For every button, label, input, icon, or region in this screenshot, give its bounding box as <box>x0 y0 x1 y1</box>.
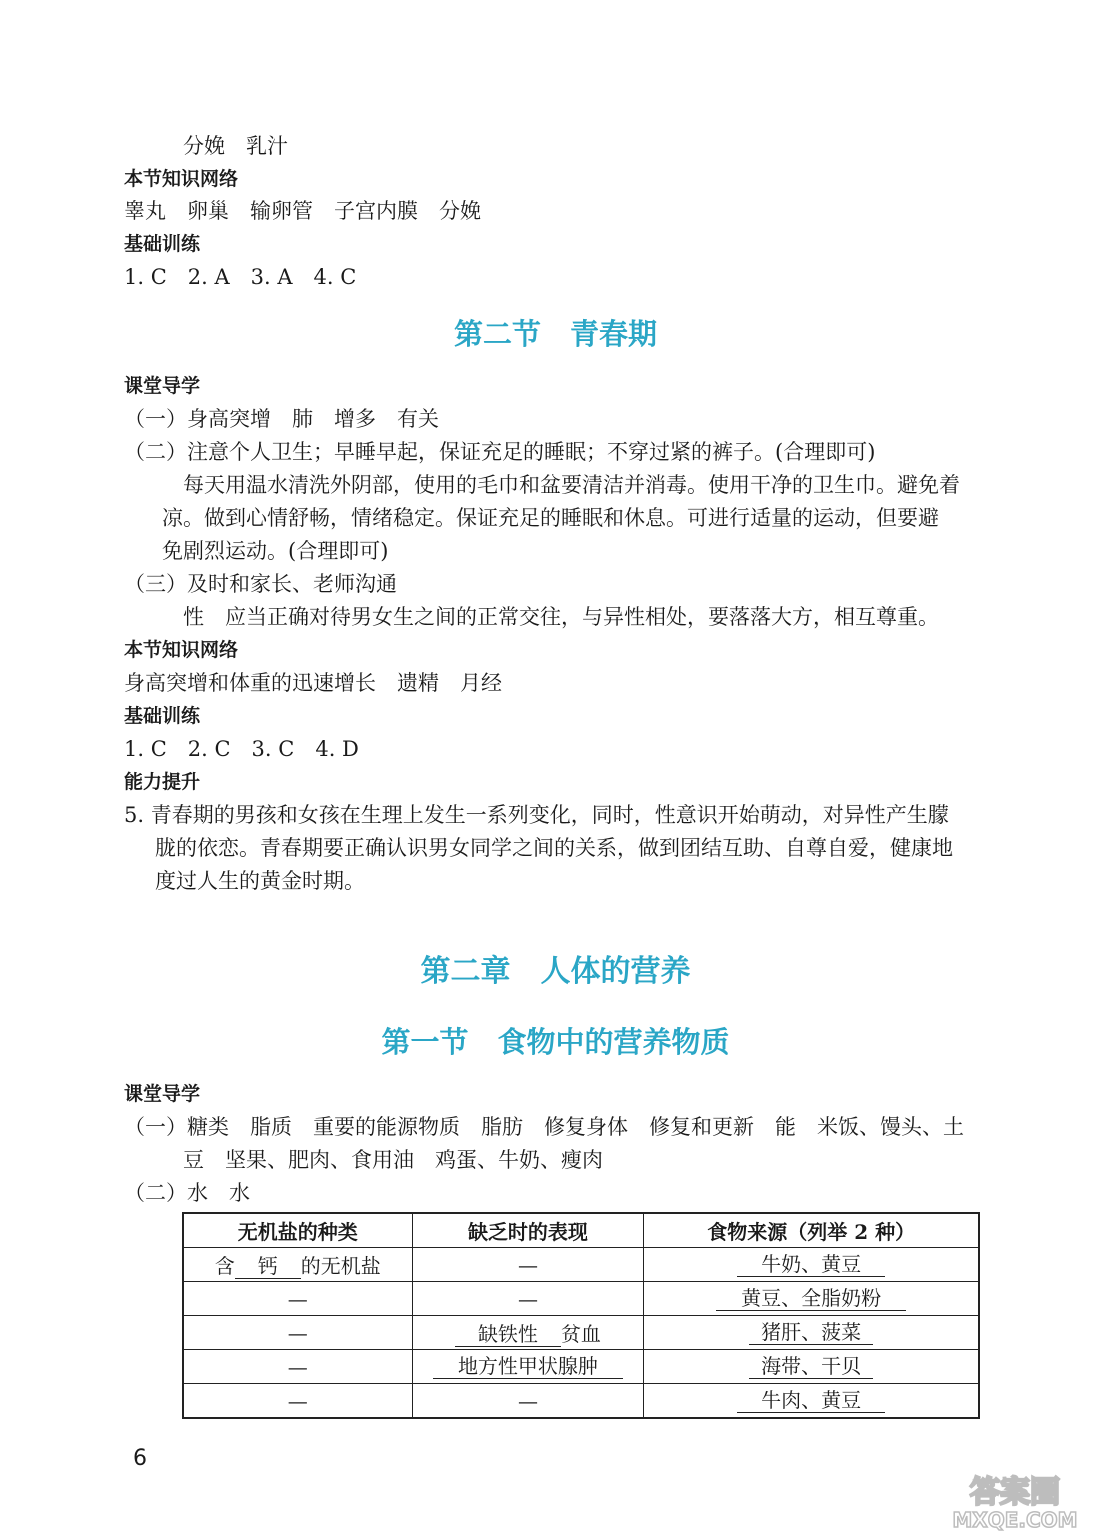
answer-line: 豆 坚果、肥肉、食用油 鸡蛋、牛奶、瘦肉 <box>183 1148 603 1172</box>
mineral-type-cell <box>183 1248 412 1282</box>
mineral-suffix: 的无机盐 <box>300 1254 381 1278</box>
answer-line: 性 应当正确对待男女生之间的正常交往，与异性相处，要落落大方，相互尊重。 <box>183 605 939 629</box>
deficiency-suffix: 贫血 <box>560 1322 601 1346</box>
column-header: 缺乏时的表现 <box>412 1213 644 1248</box>
answer-line: （二）水 水 <box>124 1181 250 1205</box>
mineral-prefix: 含 <box>214 1254 235 1278</box>
food-source-cell <box>644 1282 979 1316</box>
answer-line: 每天用温水清洗外阴部，使用的毛巾和盆要清洁并消毒。使用干净的卫生巾。避免着 <box>183 473 960 497</box>
subheading: 本节知识网络 <box>124 168 239 190</box>
watermark-text-bottom: MXQE.COM <box>952 1508 1078 1532</box>
food-source-cell <box>644 1248 979 1282</box>
watermark-logo <box>925 1470 1105 1532</box>
food-source-cell <box>644 1350 979 1384</box>
subheading: 基础训练 <box>124 233 201 255</box>
fill-blank: 黄豆、全脂奶粉 <box>716 1286 906 1311</box>
answer-line: 身高突增和体重的迅速增长 遗精 月经 <box>124 671 502 695</box>
answer-line: 分娩 乳汁 <box>183 134 288 158</box>
deficiency-cell <box>412 1350 644 1384</box>
table-row <box>183 1282 979 1316</box>
subheading: 基础训练 <box>124 705 201 727</box>
answer-line: 睾丸 卵巢 输卵管 子宫内膜 分娩 <box>124 199 481 223</box>
subheading: 本节知识网络 <box>124 639 239 661</box>
column-header: 食物来源（列举 2 种） <box>644 1213 979 1248</box>
answer-line: 5. 青春期的男孩和女孩在生理上发生一系列变化，同时，性意识开始萌动，对异性产生朦 <box>124 803 949 827</box>
fill-blank: 猪肝、菠菜 <box>749 1320 873 1345</box>
food-source-cell <box>644 1316 979 1350</box>
fill-blank: 钙 <box>235 1254 301 1279</box>
mineral-type-cell: — <box>183 1282 412 1316</box>
subheading: 课堂导学 <box>124 1083 201 1105</box>
deficiency-cell: — <box>412 1282 644 1316</box>
deficiency-cell: — <box>412 1248 644 1282</box>
answer-line: 1. C 2. C 3. C 4. D <box>124 737 359 761</box>
answer-line: 凉。做到心情舒畅，情绪稳定。保证充足的睡眠和休息。可进行适量的运动，但要避 <box>162 506 939 530</box>
table-row <box>183 1350 979 1384</box>
answer-line: （二）注意个人卫生；早睡早起，保证充足的睡眠；不穿过紧的裤子。(合理即可) <box>124 440 876 464</box>
answer-line: （一）身高突增 肺 增多 有关 <box>124 407 439 431</box>
column-header: 无机盐的种类 <box>183 1213 412 1248</box>
fill-blank: 地方性甲状腺肿 <box>433 1354 623 1379</box>
deficiency-cell: — <box>412 1384 644 1419</box>
subheading: 课堂导学 <box>124 375 201 397</box>
mineral-type-cell: — <box>183 1350 412 1384</box>
table-row <box>183 1384 979 1419</box>
mineral-type-cell: — <box>183 1384 412 1419</box>
table-row <box>183 1316 979 1350</box>
table-header-row <box>183 1213 979 1248</box>
section-title: 第二节 青春期 <box>453 317 657 351</box>
fill-blank: 牛奶、黄豆 <box>737 1252 885 1277</box>
fill-blank: 缺铁性 <box>455 1322 561 1347</box>
answer-line: 免剧烈运动。(合理即可) <box>162 539 389 563</box>
fill-blank: 牛肉、黄豆 <box>737 1388 885 1413</box>
section-title: 第一节 食物中的营养物质 <box>381 1025 730 1059</box>
answer-line: （三）及时和家长、老师沟通 <box>124 572 397 596</box>
chapter-title: 第二章 人体的营养 <box>420 954 691 989</box>
deficiency-cell <box>412 1316 644 1350</box>
answer-line: 度过人生的黄金时期。 <box>155 869 365 893</box>
food-source-cell <box>644 1384 979 1419</box>
mineral-type-cell: — <box>183 1316 412 1350</box>
fill-blank: 海带、干贝 <box>749 1354 873 1379</box>
subheading: 能力提升 <box>124 771 201 793</box>
answer-line: 1. C 2. A 3. A 4. C <box>124 265 357 289</box>
answer-line: 胧的依恋。青春期要正确认识男女同学之间的关系，做到团结互助、自尊自爱，健康地 <box>155 836 953 860</box>
page-number: 6 <box>133 1446 147 1471</box>
table-row <box>183 1248 979 1282</box>
answer-line: （一）糖类 脂质 重要的能源物质 脂肪 修复身体 修复和更新 能 米饭、馒头、土 <box>124 1115 964 1139</box>
minerals-table <box>182 1212 980 1419</box>
watermark-text-top: 答案圈 <box>970 1475 1060 1510</box>
